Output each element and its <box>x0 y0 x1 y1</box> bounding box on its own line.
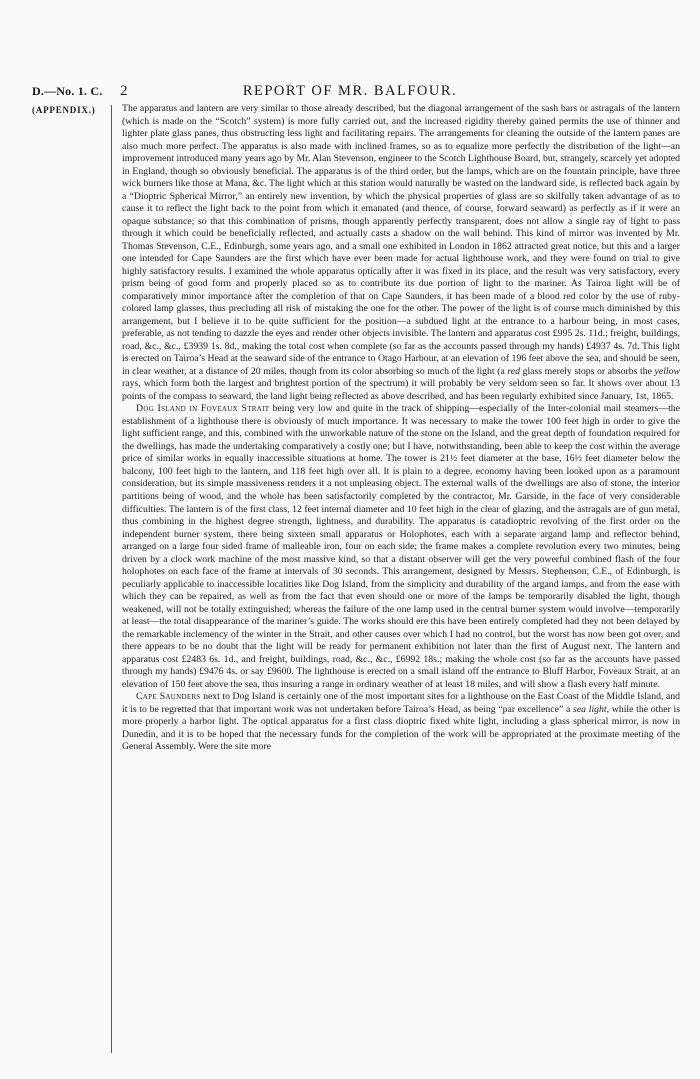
paragraph <box>122 403 680 691</box>
paragraph-text: glass merely stops or absorbs the <box>520 365 655 377</box>
paragraph-text: The apparatus and lantern are very similar to those already described, but the diagonal arrangement of the sash bars or astragals of the lantern (which is made on the “Scotch” system) is more fully carried out, and the increased rigidity thereby gained permits the use of thinner and lighter plate glass panes, thus obstructing less light and facilitating repairs. The arrangements for cleaning the outside of the lantern panes are also much more perfect. The apparatus is also made with inclined frames, so as to equalize more perfectly the distribution of the light—an improvement introduced many years ago by Mr. Alan Stevenson, engineer to the Scotch Lighthouse Board, but, strangely, scarcely yet adopted in England, though so obviously beneficial. The apparatus is of the third order, but the lamps, which are on the fountain principle, have three wick burners like those at Mana, &c. The light which at this station would naturally be wasted on the landward side, is reflected back again by a “Dioptric Spherical Mirror,” an entirely new invention, by which the physical properties of glass are so skilfully taken advantage of as to cause it to reflect the light back to the point from which it emanated (and thence, of course, forward seaward) as perfectly as if it were an opaque substance; so that this combination of prisms, though apparently perfectly transparent, does not allow a single ray of light to pass through it which could be beneficially reflected, and actually casts a shadow on the wall behind. This kind of mirror was invented by Mr. Thomas Stevenson, C.E., Edinburgh, some years ago, and a small one exhibited in London in 1862 attracted great notice, but this and a larger one intended for Cape Saunders are the first which have ever been made for actual lighthouse work, and they were found on trial to give highly satisfactory results. I examined the whole apparatus optically after it was fixed in its place, and the result was very satisfactory, every prism being of good form and properly placed so as to contribute its due portion of light to the mariner. As Tairoa light will be of comparatively minor importance after the completion of that on Cape Saunders, it has been made of a blood red color by the use of ruby-colored lamp glasses, thus precluding all risk of mistaking the one for the other. The power of the light is of course much diminished by this arrangement, but I believe it to be quite sufficient for the position—a subdued light at the entrance to a harbour being, in most cases, preferable, as not tending to dazzle the eyes and render other objects invisible. The lantern and apparatus cost £995 2s. 11d.; freight, buildings, road, &c., &c., £3939 1s. 8d., making the total cost when complete (so far as the accounts passed through my hands) £4937 4s. 7d. This light is erected on Tairoa’s Head at the seaward side of the entrance to Otago Harbour, at an elevation of 196 feet above the sea, and should be seen, in clear weather, at a distance of 20 miles, though from its color absorbing so much of the light (a <box>122 103 680 377</box>
running-title: REPORT OF MR. BALFOUR. <box>242 83 458 99</box>
body-text <box>122 103 680 754</box>
italic-text: yellow <box>654 365 680 377</box>
paragraph-text: rays, which form both the largest and brightest portion of the spectrum) it will probably be very seldom seen so far. It shows over about 13 points of the compass to seaward, the land light being reflected as above described, and has been regularly exhibited since January, 1st, 1865. <box>122 378 680 402</box>
page-number: 2 <box>120 83 128 99</box>
paragraph-text: next to Dog Island is certainly one of the most important sites for a lighthouse on the East Coast of the Middle Island, and it is to be regretted that that important work was not undertaken before Tairoa’s Head, as being “par excellence” a <box>122 691 680 715</box>
italic-text: sea light, <box>573 703 610 715</box>
paragraph-lead: Cape Saunders <box>136 691 201 703</box>
paragraph-text: being very low and quite in the track of shipping—especially of the Inter-colonial mail steamers—the establishment of a lighthouse there is obviously of much importance. It was necessary to make the tower 100 feet high in order to give the light sufficient range, and this, combined with the unworkable nature of the stone on the Island, and the great depth of foundation required for the dwellings, has made the undertaking comparatively a costly one; but I have, notwithstanding, been able to keep the cost within the average price of similar works in equally inaccessible situations at home. The tower is 21½ feet diameter at the base, 16½ feet diameter below the balcony, 100 feet high to the lantern, and 118 feet high over all. It is plain to a degree, economy having been looked upon as a paramount consideration, but its simple massiveness renders it a not unpleasing object. The external walls of the dwellings are also of stone, the interior partitions being of wood, and the whole has been satisfactorily completed by the contractor, Mr. Garside, in the face of very considerable difficulties. The lantern is of the first class, 12 feet internal diameter and 10 feet high in the clear of glazing, and the astragals are of gun metal, thus combining in the highest degree strength, lightness, and durability. The apparatus is catadioptric revolving of the first order on the independent burner system, there being sixteen small apparatus or Holophotes, each with a separate argand lamp and reflector behind, arranged on a large four sided frame of malleable iron, four on each side; the frame makes a complete revolution every two minutes, being driven by a clock work machine of the most massive kind, so that a distant observer will get the very powerful combined flash of the four holophotes on each face of the frame at intervals of 30 seconds. This arrangement, designed by Messrs. Stephenson, C.E., of Edinburgh, is peculiarly applicable to inaccessible localities like Dog Island, from the simplicity and durability of the argand lamps, and from the ease with which they can be repaired, as well as from the fact that even should one or more of the lamps be temporarily disabled the light, though weakened, will not be totally extinguished; whereas the failure of the one lamp used in the central burner system would involve—temporarily at least—the total disappearance of the mariner’s guide. The works should ere this have been entirely completed had they not been delayed by the remarkable inclemency of the winter in the Strait, and other causes over which I had no control, but the worst has now been got over, and there appears to be no doubt that the light will be ready for permanent exhibition not later than the first of August next. The lantern and apparatus cost £2483 6s. 1d., and freight, buildings, road, &c., &c., £6992 18s.; making the whole cost (so far as the accounts have passed through my hands) £9476 4s. or say £9600. The lighthouse is erected on a small island off the entrance to Bluff Harbor, Foveaux Strait, at an elevation of 150 feet above the sea, thus insuring a range in ordinary weather of at least 18 miles, and will show a flash every half minute. <box>122 403 680 690</box>
paragraph-lead: Dog Island in Foveaux Strait <box>136 403 270 415</box>
appendix-label: (APPENDIX.) <box>32 105 96 115</box>
italic-text: red <box>507 365 521 377</box>
paragraph-text: while the other is more properly a harbor light. The optical apparatus for a first class dioptric fixed white light, including a glass spherical mirror, is now in Dunedin, and it is to be hoped that the necessary funds for the completion of the work will be appropriated at the proximate meeting of the General Assembly. Were the site more <box>122 703 681 753</box>
margin-rule <box>111 105 112 1053</box>
paragraph <box>122 103 680 403</box>
paragraph <box>122 691 680 754</box>
document-code: D.—No. 1. C. <box>32 84 103 98</box>
